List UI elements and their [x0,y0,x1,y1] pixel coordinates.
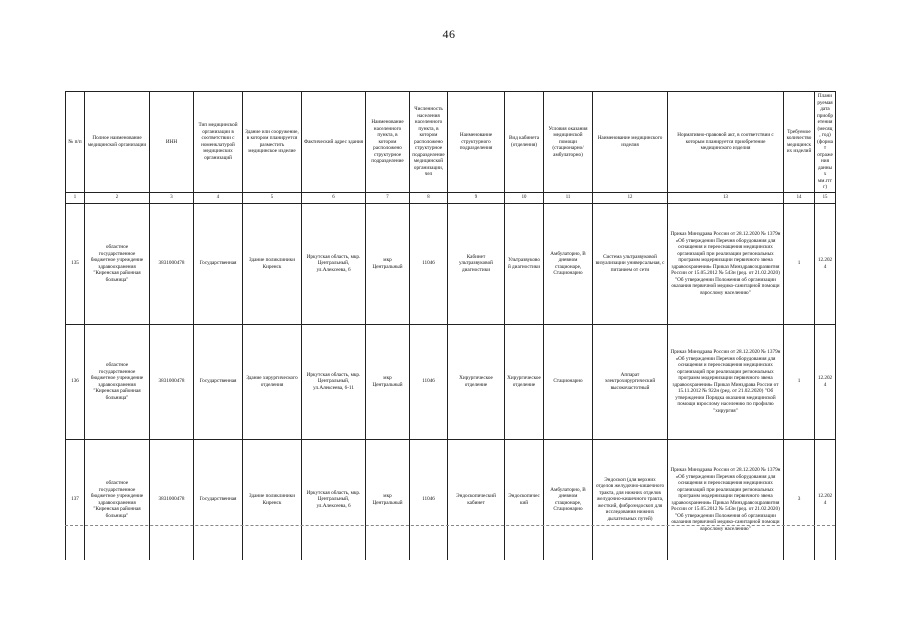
header-cell: Здание или сооружение, в котором планируется разместить медицинское изделие [243,92,302,193]
locality: мкр Центральный [366,439,410,560]
header-cell: Тип медицинской организации в соответствии с номенклатурой медицинских организаций [194,92,243,193]
population: 11046 [410,439,448,560]
purchase-date: 12.2024 [815,439,836,560]
column-number: 14 [784,192,815,203]
organization-type: Государственная [194,203,243,324]
purchase-date: 12.2024 [815,203,836,324]
header-cell: Фактический адрес здания [302,92,366,193]
care-conditions: Амбулаторно, В дневном стационаре, Стационарно [544,439,593,560]
quantity: 3 [784,439,815,560]
header-cell: Наименование населенного пункта, в котором расположено структурное подразделение [366,92,410,193]
building: Здание поликлиники Киренск [243,203,302,324]
quantity: 1 [784,324,815,439]
organization-name: областное государственное бюджетное учреждение здравоохранения "Киренская районная больница" [85,203,150,324]
organization-type: Государственная [194,439,243,560]
column-number: 2 [85,192,150,203]
header-cell: Требуемое количество медицинских изделий [784,92,815,193]
row-number: 137 [66,439,85,560]
row-number: 136 [66,324,85,439]
header-cell: ИНН [150,92,194,193]
page-number: 46 [442,27,456,41]
legal-act: Приказ Минздрава России от 28.12.2020 № 1379н «Об утверждении Перечня оборудования для оснащения и переоснащения медицинских организаций при реализации региональных программ модернизации первичного звена здравоохранения» Приказ Минздрава России от 15.11.2012 № 922н (ред. от 21.02.2020) "Об утверждении Порядка оказания медицинской помощи взрослому населению по профилю "хирургия" [668,324,784,439]
column-number: 11 [544,192,593,203]
column-number: 7 [366,192,410,203]
header-cell: Наименование структурного подразделения [448,92,505,193]
address: Иркутская область, мкр. Центральный, ул.Алексеева, 6-11 [302,324,366,439]
inn: 3831000478 [150,203,194,324]
medical-equipment-table [65,91,836,560]
column-number: 10 [505,192,544,203]
column-number: 1 [66,192,85,203]
header-cell: Нормативно-правовой акт, в соответствии с которым планируется приобретение медицинского изделия [668,92,784,193]
inn: 3831000478 [150,439,194,560]
row-number: 135 [66,203,85,324]
locality: мкр Центральный [366,324,410,439]
organization-name: областное государственное бюджетное учреждение здравоохранения "Киренская районная больница" [85,324,150,439]
column-number: 6 [302,192,366,203]
column-number-row [66,192,836,203]
column-number: 4 [194,192,243,203]
purchase-date: 12.2024 [815,324,836,439]
header-cell: № п/п [66,92,85,193]
header-cell: Планируемая дата приобретения (месяц, год) (формат отражения данных мм.гггг) [815,92,836,193]
header-cell: Вид кабинета (отделения) [505,92,544,193]
address: Иркутская область, мкр. Центральный, ул.Алексеева, 6 [302,439,366,560]
header-cell: Численность населения населенного пункта, в котором расположено структурное подразделение медицинской организации, чел [410,92,448,193]
structural-unit: Хирургическое отделение [448,324,505,439]
device-name: Аппарат электрохирургический высокочастотный [593,324,668,439]
quantity: 1 [784,203,815,324]
column-number: 9 [448,192,505,203]
table-row [66,439,836,560]
structural-unit: Эндоскопический кабинет [448,439,505,560]
address: Иркутская область, мкр. Центральный, ул.Алексеева, 6 [302,203,366,324]
header-cell: Условия оказания медицинской помощи (стационарно/амбулаторно) [544,92,593,193]
column-number: 5 [243,192,302,203]
population: 11046 [410,324,448,439]
legal-act: Приказ Минздрава России от 28.12.2020 № 1379н «Об утверждении Перечня оборудования для оснащения и переоснащения медицинских организаций при реализации региональных программ модернизации первичного звена здравоохранения» Приказ Минздравсоцразвития России от 15.05.2012 № 543н (ред. от 21.02.2020) "Об утверждении Положения об организации оказания первичной медико-санитарной помощи взрослому населению" [668,203,784,324]
table-row [66,324,836,439]
header-cell: Наименование медицинского изделия [593,92,668,193]
device-name: Система ультразвуковой визуализации универсальная, с питанием от сети [593,203,668,324]
organization-type: Государственная [194,324,243,439]
device-name: Эндоскоп (для верхних отделов желудочно-кишечного тракта, для нижних отделов желудочно-кишечного тракта, жесткий, фиброэндоскоп для исследования нижних дыхательных путей) [593,439,668,560]
page-cut-line [65,525,835,526]
table-row [66,203,836,324]
cabinet-type: Эндоскопический [505,439,544,560]
building: Здание поликлиники Киренск [243,439,302,560]
cabinet-type: Ультразвуковой диагностики [505,203,544,324]
column-number: 15 [815,192,836,203]
legal-act: Приказ Минздрава России от 28.12.2020 № 1379н «Об утверждении Перечня оборудования для оснащения и переоснащения медицинских организаций при реализации региональных программ модернизации первичного звена здравоохранения» Приказ Минздравсоцразвития России от 15.05.2012 № 543н (ред. от 21.02.2020) "Об утверждении Положения об организации оказания первичной медико-санитарной помощи взрослому населению" [668,439,784,560]
population: 11046 [410,203,448,324]
care-conditions: Стационарно [544,324,593,439]
structural-unit: Кабинет ультразвуковой диагностики [448,203,505,324]
inn: 3831000478 [150,324,194,439]
header-cell: Полное наименование медицинской организации [85,92,150,193]
table-header-row [66,92,836,193]
organization-name: областное государственное бюджетное учреждение здравоохранения "Киренская районная больница" [85,439,150,560]
locality: мкр Центральный [366,203,410,324]
cabinet-type: Хирургическое отделение [505,324,544,439]
building: Здание хирургического отделения [243,324,302,439]
column-number: 8 [410,192,448,203]
column-number: 13 [668,192,784,203]
care-conditions: Амбулаторно, В дневном стационаре, Стационарно [544,203,593,324]
column-number: 12 [593,192,668,203]
column-number: 3 [150,192,194,203]
